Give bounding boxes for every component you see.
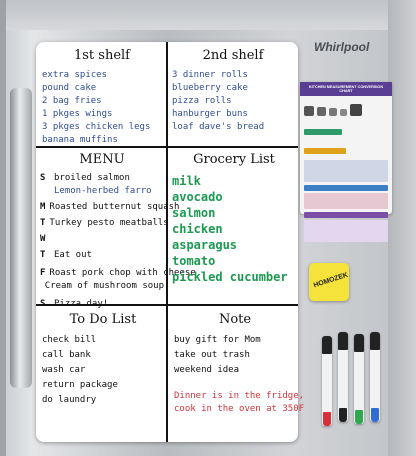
cup-icon (317, 107, 326, 116)
list-item: pound cake (42, 83, 97, 93)
marker-tip (355, 410, 363, 424)
marker-cap (338, 332, 348, 350)
table-body-2 (304, 193, 388, 209)
list-item: milk (172, 174, 201, 188)
menu-row (40, 233, 164, 246)
list-item: 3 pkges chicken legs (42, 122, 151, 132)
menu-day: S (40, 173, 46, 183)
eraser-label: HOMOZEK (312, 271, 349, 290)
menu-title: MENU (79, 152, 125, 167)
menu-day: W (40, 234, 46, 244)
board-divider-vertical (166, 42, 168, 442)
marker-cap (370, 332, 380, 350)
marker-blue[interactable] (370, 332, 380, 422)
list-item: 1 pkges wings (42, 109, 113, 119)
note-section (174, 312, 305, 438)
menu-text: broiled salmon (54, 173, 130, 183)
list-item: buy gift for Mom (174, 335, 261, 345)
table-header-orange (304, 148, 346, 154)
menu-row (40, 298, 164, 311)
menu-row (40, 217, 169, 230)
list-item: check bill (42, 335, 97, 345)
marker-green[interactable] (354, 334, 364, 424)
list-item: loaf dave's bread (172, 122, 265, 132)
conversion-chart-title: KITCHEN MEASUREMENT CONVERSION CHART (300, 82, 392, 96)
marker-black[interactable] (338, 332, 348, 422)
menu-day (40, 185, 50, 198)
list-item: do laundry (42, 395, 97, 405)
note-title: Note (218, 312, 252, 327)
list-item: weekend idea (174, 365, 240, 375)
table-body (304, 160, 388, 182)
note-alert (174, 390, 305, 416)
fridge-side (388, 0, 416, 456)
table-header-green (304, 129, 342, 135)
list-item: salmon (172, 206, 216, 220)
list-item: blueberry cake (172, 83, 248, 93)
brand-logo: Whirlpool (314, 40, 370, 54)
menu-text: Pizza day! (54, 299, 109, 309)
alert-line: Dinner is in the fridge, (174, 391, 305, 401)
alert-line: cook in the oven at 350F (174, 404, 305, 414)
todo-list (42, 333, 164, 408)
shelf1-list (42, 69, 162, 147)
table-body-3 (304, 220, 388, 242)
marker-red[interactable] (322, 336, 332, 426)
menu-text: Roast pork chop with cheese (49, 268, 196, 278)
shelf1-section (42, 48, 162, 144)
menu-row (40, 249, 164, 262)
note-list (174, 333, 296, 378)
conversion-chart-magnet[interactable] (300, 82, 392, 214)
list-item: extra spices (42, 70, 108, 80)
list-item: chicken (172, 222, 223, 236)
menu-text: Turkey pesto meatballs (49, 218, 169, 228)
marker-tip (371, 408, 379, 422)
marker-cap (322, 336, 332, 354)
menu-text: Lemon-herbed farro (54, 186, 152, 196)
list-item: avocado (172, 190, 223, 204)
measuring-cups-row (304, 98, 388, 116)
grocery-section (172, 152, 296, 302)
list-item: hanburger buns (172, 109, 248, 119)
list-item: tomato (172, 254, 216, 268)
fridge-door-gap (0, 0, 6, 456)
fridge-handle[interactable] (10, 88, 32, 388)
menu-text: Cream of mushroom soup (44, 281, 164, 291)
shelf2-list (172, 69, 294, 134)
marker-cap (354, 334, 364, 352)
menu-row (40, 172, 164, 185)
list-item: return package (42, 380, 118, 390)
menu-day: T (40, 218, 46, 228)
menu-row (40, 185, 164, 198)
list-item: asparagus (172, 238, 238, 252)
menu-text: Eat out (54, 250, 92, 260)
eraser-magnet[interactable] (309, 263, 349, 301)
whiteboard[interactable] (36, 42, 305, 442)
shelf2-section (172, 48, 294, 144)
marker-tip (339, 408, 347, 422)
menu-day: F (40, 268, 46, 278)
menu-text: Roasted butternut squash (49, 202, 180, 212)
grocery-title: Grocery List (193, 152, 275, 167)
menu-day: T (40, 250, 46, 260)
shelf2-title: 2nd shelf (202, 48, 264, 63)
menu-row (40, 267, 196, 280)
menu-day (40, 280, 41, 293)
cup-icon (304, 106, 314, 116)
menu-row (40, 201, 180, 214)
fridge-top (0, 0, 416, 30)
shelf1-title: 1st shelf (73, 48, 130, 63)
list-item: wash car (42, 365, 86, 375)
menu-day: S (40, 299, 46, 309)
menu-day: M (40, 202, 46, 212)
list-item: take out trash (174, 350, 250, 360)
cup-icon (340, 109, 347, 116)
list-item: pickled cucumber (172, 270, 288, 284)
list-item: banana muffins (42, 135, 118, 145)
list-item: 2 bag fries (42, 96, 102, 106)
cup-icon (329, 108, 337, 116)
grocery-list (172, 173, 296, 285)
menu-row (40, 280, 164, 293)
list-item: call bank (42, 350, 91, 360)
cup-icon (350, 104, 362, 116)
marker-tip (323, 412, 331, 426)
conversion-table (304, 120, 388, 242)
list-item: 3 dinner rolls (172, 70, 248, 80)
todo-title: To Do List (69, 312, 137, 327)
todo-section (42, 312, 164, 438)
list-item: pizza rolls (172, 96, 232, 106)
